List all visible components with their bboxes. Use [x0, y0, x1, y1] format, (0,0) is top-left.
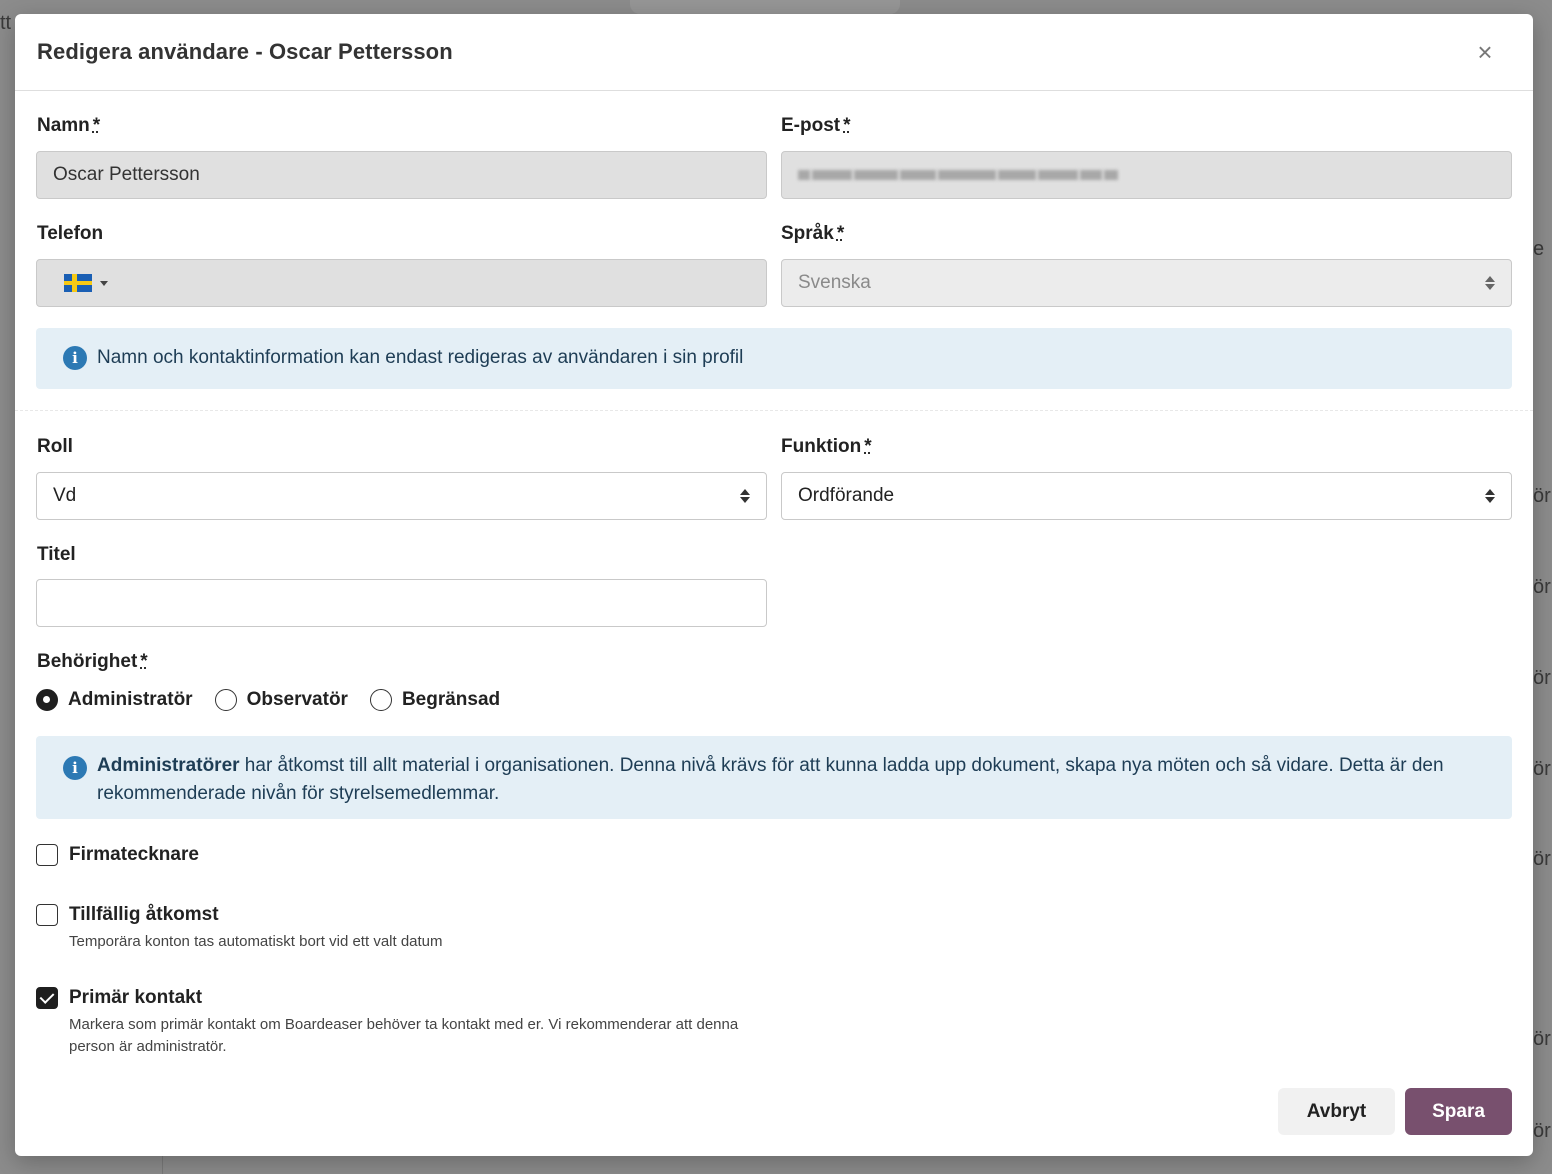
background-text: e: [1533, 238, 1545, 260]
name-value: Oscar Pettersson: [53, 164, 200, 185]
permission-info-text: har åtkomst till allt material i organisationen. Denna nivå krävs för att kunna ladda upp dokument, skapa nya möten och så vidare. Detta är den rekommenderade nivån för styrelsemedlemmar.: [97, 755, 1444, 804]
modal-header: [15, 14, 1533, 91]
email-label: E-post *: [781, 115, 851, 136]
info-icon: i: [63, 756, 87, 780]
background-text: ör: [1533, 576, 1551, 598]
contact-info-text: Namn och kontaktinformation kan endast redigeras av användaren i sin profil: [97, 347, 744, 368]
permission-label: Behörighet *: [37, 651, 148, 672]
chevron-down-icon[interactable]: [100, 281, 108, 286]
background-divider: [162, 1156, 163, 1174]
background-text: ör: [1533, 485, 1551, 507]
temporary-access-help: Temporära konton tas automatiskt bort vid ett valt datum: [69, 933, 443, 950]
permission-radio-group: [36, 689, 522, 711]
radio-button[interactable]: [215, 689, 237, 711]
name-field[interactable]: [36, 151, 767, 199]
radio-limited[interactable]: Begränsad: [370, 689, 500, 711]
language-value: Svenska: [798, 272, 871, 293]
function-label: Funktion *: [781, 436, 872, 457]
blurred-email-value: [798, 166, 1118, 184]
select-arrows-icon: [1485, 489, 1495, 503]
radio-button[interactable]: [36, 689, 58, 711]
phone-label: Telefon: [37, 223, 104, 244]
edit-user-modal: [15, 14, 1533, 1156]
radio-observer[interactable]: Observatör: [215, 689, 348, 711]
title-label: Titel: [37, 544, 76, 565]
radio-button[interactable]: [370, 689, 392, 711]
required-mark: *: [140, 651, 148, 672]
background-text: ör: [1533, 1120, 1551, 1142]
required-mark: *: [92, 115, 101, 136]
temporary-access-checkbox[interactable]: [36, 904, 58, 926]
primary-contact-checkbox[interactable]: [36, 987, 58, 1009]
role-value: Vd: [53, 485, 77, 506]
temporary-access-label: Tillfällig åtkomst: [69, 904, 219, 925]
signatory-label: Firmatecknare: [69, 844, 199, 865]
function-value: Ordförande: [798, 485, 895, 506]
background-text: ör: [1533, 758, 1551, 780]
close-icon[interactable]: ×: [1477, 37, 1493, 67]
required-mark: *: [836, 223, 845, 244]
signatory-checkbox[interactable]: [36, 844, 58, 866]
select-arrows-icon: [1485, 276, 1495, 290]
permission-info-bold: Administratörer: [97, 755, 240, 776]
primary-contact-label: Primär kontakt: [69, 987, 203, 1008]
background-text: tt: [0, 12, 12, 34]
email-field[interactable]: [781, 151, 1512, 199]
cancel-button[interactable]: Avbryt: [1278, 1088, 1395, 1135]
background-text: ör: [1533, 1028, 1551, 1050]
role-label: Roll: [37, 436, 73, 457]
section-divider: [15, 410, 1533, 411]
permission-info-box: [36, 736, 1512, 819]
language-label: Språk *: [781, 223, 845, 244]
sweden-flag-icon[interactable]: [64, 274, 92, 292]
required-mark: *: [843, 115, 851, 136]
language-select[interactable]: [781, 259, 1512, 307]
temporary-access-row[interactable]: [36, 903, 443, 953]
signatory-row[interactable]: [36, 843, 199, 867]
title-input[interactable]: [36, 579, 767, 627]
function-select[interactable]: [781, 472, 1512, 520]
contact-info-box: [36, 328, 1512, 389]
save-button[interactable]: Spara: [1405, 1088, 1512, 1135]
phone-field[interactable]: [36, 259, 767, 307]
radio-administrator[interactable]: Administratör: [36, 689, 193, 711]
primary-contact-row[interactable]: [36, 986, 759, 1058]
modal-title: Redigera användare - Oscar Pettersson: [37, 39, 453, 64]
role-select[interactable]: [36, 472, 767, 520]
info-icon: i: [63, 346, 87, 370]
background-text: ör: [1533, 848, 1551, 870]
background-text: ör: [1533, 667, 1551, 689]
name-label: Namn *: [37, 115, 101, 136]
primary-contact-help: Markera som primär kontakt om Boardeaser behöver ta kontakt med er. Vi rekommenderar att denna person är administratör.: [69, 1016, 739, 1055]
select-arrows-icon: [740, 489, 750, 503]
background-topbar: [630, 0, 900, 14]
required-mark: *: [864, 436, 872, 457]
